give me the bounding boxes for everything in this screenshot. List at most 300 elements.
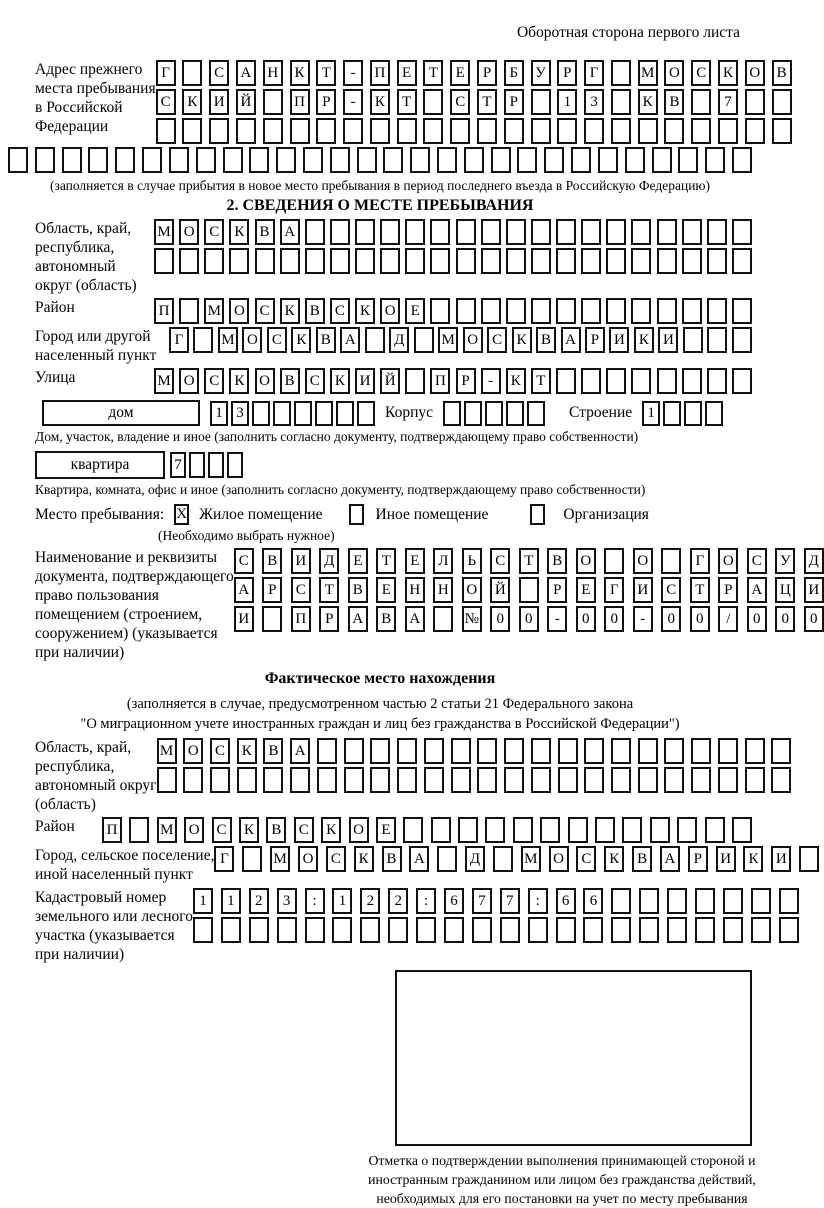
char-cell[interactable]: А bbox=[340, 327, 360, 353]
char-cell[interactable] bbox=[451, 738, 471, 764]
char-cell[interactable]: О bbox=[179, 219, 199, 245]
char-cell[interactable]: М bbox=[270, 846, 290, 872]
char-cell[interactable] bbox=[517, 147, 537, 173]
char-cell[interactable]: С bbox=[490, 548, 510, 574]
char-cell[interactable] bbox=[343, 118, 363, 144]
char-cell[interactable] bbox=[193, 917, 213, 943]
char-cell[interactable] bbox=[631, 298, 651, 324]
char-cell[interactable]: Р bbox=[319, 606, 339, 632]
char-cell[interactable] bbox=[481, 219, 501, 245]
char-cell[interactable] bbox=[336, 401, 354, 426]
char-cell[interactable] bbox=[179, 248, 199, 274]
char-cell[interactable] bbox=[370, 738, 390, 764]
char-cell[interactable] bbox=[183, 767, 203, 793]
char-cell[interactable] bbox=[667, 917, 687, 943]
char-cell[interactable]: Г bbox=[584, 60, 604, 86]
char-cell[interactable]: О bbox=[349, 817, 369, 843]
char-cell[interactable]: Р bbox=[688, 846, 708, 872]
char-cell[interactable]: В bbox=[772, 60, 792, 86]
checkbox-zhiloe[interactable]: X bbox=[174, 504, 189, 525]
char-cell[interactable] bbox=[129, 817, 149, 843]
char-cell[interactable]: К bbox=[229, 219, 249, 245]
char-cell[interactable] bbox=[157, 767, 177, 793]
char-cell[interactable] bbox=[771, 738, 791, 764]
char-cell[interactable] bbox=[751, 888, 771, 914]
char-cell[interactable]: 6 bbox=[556, 888, 576, 914]
char-cell[interactable] bbox=[779, 888, 799, 914]
char-cell[interactable]: О bbox=[229, 298, 249, 324]
char-cell[interactable] bbox=[531, 219, 551, 245]
char-cell[interactable]: Д bbox=[319, 548, 339, 574]
char-cell[interactable]: О bbox=[462, 577, 482, 603]
char-cell[interactable]: А bbox=[280, 219, 300, 245]
char-cell[interactable]: К bbox=[237, 738, 257, 764]
char-cell[interactable] bbox=[606, 298, 626, 324]
char-cell[interactable] bbox=[227, 452, 243, 478]
char-cell[interactable] bbox=[556, 219, 576, 245]
char-cell[interactable] bbox=[115, 147, 135, 173]
char-cell[interactable] bbox=[431, 817, 451, 843]
char-cell[interactable]: К bbox=[290, 60, 310, 86]
char-cell[interactable] bbox=[357, 147, 377, 173]
char-cell[interactable] bbox=[481, 248, 501, 274]
char-cell[interactable]: 0 bbox=[804, 606, 824, 632]
char-cell[interactable]: В bbox=[547, 548, 567, 574]
char-cell[interactable]: М bbox=[438, 327, 458, 353]
char-cell[interactable] bbox=[639, 888, 659, 914]
char-cell[interactable] bbox=[683, 327, 703, 353]
char-cell[interactable]: Т bbox=[531, 368, 551, 394]
char-cell[interactable] bbox=[667, 888, 687, 914]
char-cell[interactable] bbox=[355, 248, 375, 274]
char-cell[interactable]: Р bbox=[718, 577, 738, 603]
char-cell[interactable] bbox=[581, 298, 601, 324]
char-cell[interactable] bbox=[506, 219, 526, 245]
char-cell[interactable]: С bbox=[267, 327, 287, 353]
char-cell[interactable] bbox=[531, 118, 551, 144]
char-cell[interactable] bbox=[663, 401, 681, 426]
char-cell[interactable] bbox=[485, 817, 505, 843]
char-cell[interactable] bbox=[223, 147, 243, 173]
char-cell[interactable] bbox=[652, 147, 672, 173]
char-cell[interactable] bbox=[691, 767, 711, 793]
char-cell[interactable]: С bbox=[487, 327, 507, 353]
char-cell[interactable]: С bbox=[330, 298, 350, 324]
char-cell[interactable] bbox=[606, 248, 626, 274]
char-cell[interactable] bbox=[179, 298, 199, 324]
char-cell[interactable] bbox=[437, 846, 457, 872]
char-cell[interactable]: И bbox=[658, 327, 678, 353]
char-cell[interactable] bbox=[606, 219, 626, 245]
char-cell[interactable] bbox=[35, 147, 55, 173]
char-cell[interactable] bbox=[664, 738, 684, 764]
char-cell[interactable] bbox=[531, 767, 551, 793]
char-cell[interactable] bbox=[317, 738, 337, 764]
char-cell[interactable]: С bbox=[661, 577, 681, 603]
char-cell[interactable] bbox=[677, 817, 697, 843]
char-cell[interactable]: О bbox=[179, 368, 199, 394]
char-cell[interactable] bbox=[718, 767, 738, 793]
char-cell[interactable] bbox=[276, 147, 296, 173]
char-cell[interactable] bbox=[657, 219, 677, 245]
char-cell[interactable] bbox=[556, 298, 576, 324]
char-cell[interactable]: Й bbox=[380, 368, 400, 394]
char-cell[interactable]: М bbox=[218, 327, 238, 353]
char-cell[interactable] bbox=[657, 248, 677, 274]
char-cell[interactable] bbox=[430, 219, 450, 245]
char-cell[interactable]: П bbox=[291, 606, 311, 632]
char-cell[interactable]: О bbox=[242, 327, 262, 353]
char-cell[interactable] bbox=[355, 219, 375, 245]
char-cell[interactable] bbox=[528, 917, 548, 943]
char-cell[interactable] bbox=[500, 917, 520, 943]
char-cell[interactable]: В bbox=[255, 219, 275, 245]
char-cell[interactable] bbox=[745, 738, 765, 764]
char-cell[interactable]: О bbox=[745, 60, 765, 86]
char-cell[interactable] bbox=[458, 817, 478, 843]
char-cell[interactable]: Т bbox=[316, 60, 336, 86]
char-cell[interactable] bbox=[317, 767, 337, 793]
char-cell[interactable] bbox=[611, 888, 631, 914]
char-cell[interactable]: В bbox=[305, 298, 325, 324]
char-cell[interactable] bbox=[493, 846, 513, 872]
char-cell[interactable] bbox=[344, 767, 364, 793]
char-cell[interactable] bbox=[229, 248, 249, 274]
char-cell[interactable] bbox=[695, 917, 715, 943]
char-cell[interactable]: К bbox=[355, 298, 375, 324]
char-cell[interactable]: С bbox=[291, 577, 311, 603]
char-cell[interactable] bbox=[315, 401, 333, 426]
char-cell[interactable] bbox=[294, 401, 312, 426]
char-cell[interactable] bbox=[705, 401, 723, 426]
char-cell[interactable]: С bbox=[204, 219, 224, 245]
char-cell[interactable]: И bbox=[355, 368, 375, 394]
char-cell[interactable] bbox=[682, 248, 702, 274]
char-cell[interactable]: 0 bbox=[519, 606, 539, 632]
char-cell[interactable] bbox=[691, 738, 711, 764]
char-cell[interactable] bbox=[732, 248, 752, 274]
char-cell[interactable]: А bbox=[290, 738, 310, 764]
char-cell[interactable]: П bbox=[370, 60, 390, 86]
char-cell[interactable]: А bbox=[234, 577, 254, 603]
char-cell[interactable]: Е bbox=[376, 577, 396, 603]
char-cell[interactable] bbox=[581, 219, 601, 245]
char-cell[interactable]: 7 bbox=[718, 89, 738, 115]
char-cell[interactable]: 2 bbox=[249, 888, 269, 914]
char-cell[interactable] bbox=[595, 817, 615, 843]
char-cell[interactable]: Е bbox=[405, 298, 425, 324]
char-cell[interactable]: Г bbox=[169, 327, 189, 353]
char-cell[interactable] bbox=[142, 147, 162, 173]
char-cell[interactable]: У bbox=[775, 548, 795, 574]
char-cell[interactable]: 7 bbox=[500, 888, 520, 914]
char-cell[interactable]: Р bbox=[316, 89, 336, 115]
char-cell[interactable] bbox=[544, 147, 564, 173]
char-cell[interactable]: О bbox=[664, 60, 684, 86]
char-cell[interactable] bbox=[305, 917, 325, 943]
char-cell[interactable]: 1 bbox=[193, 888, 213, 914]
char-cell[interactable]: С bbox=[326, 846, 346, 872]
char-cell[interactable] bbox=[723, 917, 743, 943]
char-cell[interactable]: М bbox=[154, 219, 174, 245]
char-cell[interactable] bbox=[485, 401, 503, 426]
char-cell[interactable] bbox=[691, 118, 711, 144]
char-cell[interactable]: И bbox=[609, 327, 629, 353]
char-cell[interactable] bbox=[491, 147, 511, 173]
char-cell[interactable]: С bbox=[234, 548, 254, 574]
char-cell[interactable] bbox=[732, 327, 752, 353]
char-cell[interactable] bbox=[383, 147, 403, 173]
char-cell[interactable] bbox=[606, 368, 626, 394]
char-cell[interactable] bbox=[664, 767, 684, 793]
char-cell[interactable] bbox=[707, 298, 727, 324]
char-cell[interactable] bbox=[598, 147, 618, 173]
char-cell[interactable] bbox=[403, 817, 423, 843]
char-cell[interactable]: П bbox=[290, 89, 310, 115]
char-cell[interactable]: К bbox=[506, 368, 526, 394]
char-cell[interactable]: 1 bbox=[210, 401, 228, 426]
char-cell[interactable]: А bbox=[405, 606, 425, 632]
char-cell[interactable]: А bbox=[409, 846, 429, 872]
char-cell[interactable] bbox=[357, 401, 375, 426]
char-cell[interactable] bbox=[657, 368, 677, 394]
char-cell[interactable] bbox=[556, 368, 576, 394]
char-cell[interactable] bbox=[8, 147, 28, 173]
char-cell[interactable] bbox=[169, 147, 189, 173]
char-cell[interactable]: Д bbox=[804, 548, 824, 574]
char-cell[interactable] bbox=[263, 89, 283, 115]
char-cell[interactable] bbox=[196, 147, 216, 173]
char-cell[interactable]: Д bbox=[465, 846, 485, 872]
char-cell[interactable]: Б bbox=[504, 60, 524, 86]
char-cell[interactable] bbox=[193, 327, 213, 353]
char-cell[interactable]: О bbox=[380, 298, 400, 324]
char-cell[interactable]: Р bbox=[585, 327, 605, 353]
char-cell[interactable]: К bbox=[239, 817, 259, 843]
char-cell[interactable]: М bbox=[154, 368, 174, 394]
char-cell[interactable]: 0 bbox=[604, 606, 624, 632]
char-cell[interactable] bbox=[631, 368, 651, 394]
char-cell[interactable]: - bbox=[481, 368, 501, 394]
char-cell[interactable]: С bbox=[747, 548, 767, 574]
char-cell[interactable] bbox=[584, 738, 604, 764]
char-cell[interactable]: И bbox=[804, 577, 824, 603]
char-cell[interactable] bbox=[745, 767, 765, 793]
char-cell[interactable] bbox=[611, 60, 631, 86]
char-cell[interactable]: 1 bbox=[332, 888, 352, 914]
char-cell[interactable] bbox=[557, 118, 577, 144]
char-cell[interactable]: И bbox=[209, 89, 229, 115]
char-cell[interactable]: В bbox=[664, 89, 684, 115]
char-cell[interactable]: К bbox=[370, 89, 390, 115]
char-cell[interactable] bbox=[424, 738, 444, 764]
char-cell[interactable]: М bbox=[638, 60, 658, 86]
char-cell[interactable]: М bbox=[521, 846, 541, 872]
char-cell[interactable]: С bbox=[691, 60, 711, 86]
char-cell[interactable]: 0 bbox=[490, 606, 510, 632]
char-cell[interactable]: : bbox=[305, 888, 325, 914]
char-cell[interactable] bbox=[414, 327, 434, 353]
char-cell[interactable] bbox=[263, 118, 283, 144]
char-cell[interactable] bbox=[330, 219, 350, 245]
char-cell[interactable] bbox=[88, 147, 108, 173]
char-cell[interactable] bbox=[209, 118, 229, 144]
char-cell[interactable] bbox=[691, 89, 711, 115]
char-cell[interactable]: Е bbox=[576, 577, 596, 603]
char-cell[interactable] bbox=[210, 767, 230, 793]
char-cell[interactable] bbox=[273, 401, 291, 426]
char-cell[interactable] bbox=[456, 248, 476, 274]
char-cell[interactable] bbox=[344, 738, 364, 764]
char-cell[interactable] bbox=[410, 147, 430, 173]
char-cell[interactable] bbox=[779, 917, 799, 943]
char-cell[interactable]: Т bbox=[397, 89, 417, 115]
char-cell[interactable]: Н bbox=[263, 60, 283, 86]
char-cell[interactable] bbox=[611, 917, 631, 943]
char-cell[interactable] bbox=[707, 327, 727, 353]
char-cell[interactable]: Р bbox=[504, 89, 524, 115]
char-cell[interactable]: М bbox=[204, 298, 224, 324]
char-cell[interactable] bbox=[732, 147, 752, 173]
char-cell[interactable]: 0 bbox=[775, 606, 795, 632]
char-cell[interactable]: Т bbox=[477, 89, 497, 115]
char-cell[interactable]: 1 bbox=[642, 401, 660, 426]
char-cell[interactable]: 0 bbox=[690, 606, 710, 632]
char-cell[interactable]: С bbox=[212, 817, 232, 843]
char-cell[interactable] bbox=[705, 817, 725, 843]
char-cell[interactable]: Н bbox=[405, 577, 425, 603]
char-cell[interactable]: А bbox=[561, 327, 581, 353]
char-cell[interactable] bbox=[208, 452, 224, 478]
char-cell[interactable]: В bbox=[632, 846, 652, 872]
char-cell[interactable]: 2 bbox=[360, 888, 380, 914]
char-cell[interactable] bbox=[472, 917, 492, 943]
char-cell[interactable]: С bbox=[305, 368, 325, 394]
char-cell[interactable]: П bbox=[102, 817, 122, 843]
char-cell[interactable]: К bbox=[743, 846, 763, 872]
char-cell[interactable]: С bbox=[450, 89, 470, 115]
char-cell[interactable] bbox=[506, 298, 526, 324]
char-cell[interactable]: 2 bbox=[388, 888, 408, 914]
char-cell[interactable]: М bbox=[157, 817, 177, 843]
char-cell[interactable] bbox=[705, 147, 725, 173]
char-cell[interactable] bbox=[695, 888, 715, 914]
char-cell[interactable] bbox=[365, 327, 385, 353]
char-cell[interactable] bbox=[456, 298, 476, 324]
char-cell[interactable] bbox=[751, 917, 771, 943]
char-cell[interactable] bbox=[732, 368, 752, 394]
char-cell[interactable]: 6 bbox=[444, 888, 464, 914]
char-cell[interactable] bbox=[707, 248, 727, 274]
char-cell[interactable] bbox=[242, 846, 262, 872]
char-cell[interactable] bbox=[661, 548, 681, 574]
char-cell[interactable] bbox=[182, 118, 202, 144]
char-cell[interactable]: П bbox=[154, 298, 174, 324]
char-cell[interactable]: С bbox=[210, 738, 230, 764]
char-cell[interactable]: К bbox=[512, 327, 532, 353]
char-cell[interactable]: Д bbox=[389, 327, 409, 353]
char-cell[interactable]: Н bbox=[433, 577, 453, 603]
char-cell[interactable] bbox=[583, 917, 603, 943]
char-cell[interactable]: 1 bbox=[221, 888, 241, 914]
char-cell[interactable] bbox=[221, 917, 241, 943]
char-cell[interactable] bbox=[527, 401, 545, 426]
char-cell[interactable]: № bbox=[462, 606, 482, 632]
char-cell[interactable] bbox=[416, 917, 436, 943]
char-cell[interactable]: 6 bbox=[583, 888, 603, 914]
char-cell[interactable]: Т bbox=[319, 577, 339, 603]
char-cell[interactable]: К bbox=[354, 846, 374, 872]
char-cell[interactable] bbox=[771, 767, 791, 793]
char-cell[interactable]: 7 bbox=[472, 888, 492, 914]
char-cell[interactable]: Т bbox=[519, 548, 539, 574]
char-cell[interactable] bbox=[584, 118, 604, 144]
char-cell[interactable] bbox=[732, 298, 752, 324]
char-cell[interactable] bbox=[581, 368, 601, 394]
char-cell[interactable] bbox=[477, 118, 497, 144]
char-cell[interactable] bbox=[581, 248, 601, 274]
char-cell[interactable]: Л bbox=[433, 548, 453, 574]
char-cell[interactable] bbox=[745, 118, 765, 144]
char-cell[interactable]: И bbox=[771, 846, 791, 872]
char-cell[interactable] bbox=[506, 248, 526, 274]
char-cell[interactable]: К bbox=[280, 298, 300, 324]
char-cell[interactable]: К bbox=[182, 89, 202, 115]
char-cell[interactable]: Т bbox=[690, 577, 710, 603]
char-cell[interactable] bbox=[622, 817, 642, 843]
char-cell[interactable] bbox=[650, 817, 670, 843]
char-cell[interactable] bbox=[611, 767, 631, 793]
char-cell[interactable] bbox=[772, 118, 792, 144]
char-cell[interactable] bbox=[611, 89, 631, 115]
char-cell[interactable]: В bbox=[262, 548, 282, 574]
char-cell[interactable] bbox=[682, 368, 702, 394]
char-cell[interactable]: С bbox=[576, 846, 596, 872]
checkbox-organizatsiya[interactable] bbox=[530, 504, 545, 525]
char-cell[interactable] bbox=[707, 368, 727, 394]
char-cell[interactable] bbox=[477, 767, 497, 793]
char-cell[interactable] bbox=[477, 738, 497, 764]
char-cell[interactable]: А bbox=[660, 846, 680, 872]
char-cell[interactable]: Р bbox=[477, 60, 497, 86]
char-cell[interactable]: / bbox=[718, 606, 738, 632]
char-cell[interactable]: Г bbox=[604, 577, 624, 603]
char-cell[interactable]: О bbox=[718, 548, 738, 574]
char-cell[interactable] bbox=[464, 147, 484, 173]
char-cell[interactable] bbox=[405, 248, 425, 274]
char-cell[interactable] bbox=[568, 817, 588, 843]
checkbox-inoe[interactable] bbox=[349, 504, 364, 525]
char-cell[interactable]: А bbox=[348, 606, 368, 632]
char-cell[interactable]: В bbox=[316, 327, 336, 353]
char-cell[interactable]: К bbox=[330, 368, 350, 394]
char-cell[interactable] bbox=[707, 219, 727, 245]
char-cell[interactable]: Р bbox=[456, 368, 476, 394]
char-cell[interactable]: 0 bbox=[747, 606, 767, 632]
char-cell[interactable]: А bbox=[236, 60, 256, 86]
char-cell[interactable]: В bbox=[376, 606, 396, 632]
char-cell[interactable]: Ь bbox=[462, 548, 482, 574]
char-cell[interactable] bbox=[237, 767, 257, 793]
char-cell[interactable] bbox=[397, 118, 417, 144]
char-cell[interactable] bbox=[464, 401, 482, 426]
char-cell[interactable] bbox=[584, 767, 604, 793]
char-cell[interactable] bbox=[189, 452, 205, 478]
char-cell[interactable] bbox=[571, 147, 591, 173]
char-cell[interactable]: К bbox=[291, 327, 311, 353]
char-cell[interactable] bbox=[249, 147, 269, 173]
char-cell[interactable] bbox=[639, 917, 659, 943]
